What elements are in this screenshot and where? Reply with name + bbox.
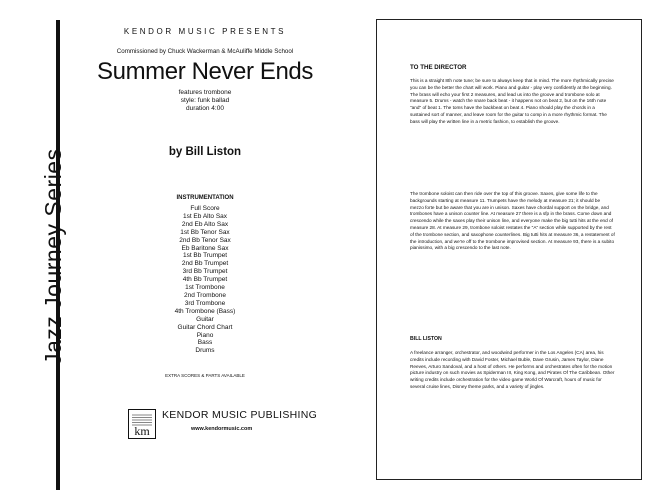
notes-page bbox=[376, 19, 642, 480]
instrument-item: 3rd Bb Trumpet bbox=[182, 268, 228, 276]
instrument-item: Piano bbox=[196, 331, 214, 339]
instrument-item: 3rd Trombone bbox=[184, 299, 226, 307]
kendor-logo-icon bbox=[128, 409, 156, 439]
extra-parts-note: EXTRA SCORES & PARTS AVAILABLE bbox=[165, 373, 245, 378]
logo-lettering: km bbox=[134, 424, 150, 438]
instrument-item: Guitar Chord Chart bbox=[177, 323, 233, 331]
presents-heading: KENDOR MUSIC PRESENTS bbox=[123, 27, 287, 36]
instrument-item: 4th Trombone (Bass) bbox=[174, 307, 236, 315]
duration-line: duration 4:00 bbox=[186, 105, 224, 112]
director-heading: TO THE DIRECTOR bbox=[410, 64, 467, 71]
piece-title: Summer Never Ends bbox=[97, 58, 313, 85]
instrument-item: Eb Baritone Sax bbox=[181, 244, 229, 252]
instrument-item: 1st Eb Alto Sax bbox=[182, 212, 228, 220]
commission-credit: Commissioned by Chuck Wackerman & McAuliffe Middle School bbox=[116, 48, 294, 55]
instrument-item: 1st Bb Tenor Sax bbox=[180, 228, 230, 236]
instrument-item: Guitar bbox=[196, 315, 214, 323]
style-line: style: funk ballad bbox=[180, 97, 230, 104]
instrumentation-heading: INSTRUMENTATION bbox=[176, 195, 234, 201]
instrument-item: 2nd Bb Tenor Sax bbox=[179, 236, 231, 244]
instrument-item: 2nd Eb Alto Sax bbox=[181, 220, 229, 228]
instrument-item: 1st Bb Trumpet bbox=[182, 252, 228, 260]
features-line: features trombone bbox=[178, 89, 232, 96]
bio-paragraph: A freelance arranger, orchestrator, and woodwind performer in the Los Angeles (CA) area, his credits include recording with David Foster, Michael Buble, Dave Grusin, James Taylor, Diane Reeves, Arturo Sandoval, and a host of others. He performs and orchestrates often for the motion picture industry on such movies as Spiderman III, King Kong, and Pirates Of The Caribbean. Other writing credits include orchestration for the video game World Of Warcraft, hours of music for several cruise lines, Disney theme parks, and a variety of jingles. bbox=[410, 350, 615, 389]
instrument-item: 2nd Bb Trumpet bbox=[181, 260, 229, 268]
series-title: Jazz Journey Series bbox=[40, 148, 66, 365]
instrument-item: Bass bbox=[197, 339, 213, 347]
author-credit: by Bill Liston bbox=[168, 146, 242, 158]
publisher-name: KENDOR MUSIC PUBLISHING bbox=[162, 409, 318, 421]
instrument-item: Full Score bbox=[190, 205, 220, 212]
bio-heading: BILL LISTON bbox=[410, 336, 442, 342]
instrument-item: 1st Trombone bbox=[185, 284, 225, 292]
publisher-url: www.kendormusic.com bbox=[191, 426, 253, 432]
director-notes-paragraph-2: The trombone soloist can then ride over the top of this groove. Saxes, give some life to the backgrounds starting at measure 11. Trumpets have the melody at measure 21; it should be mezzo forte but be aware that you are in unison. Saxes have chordal support on the bridge, and trombones have a unison counter line. At measure 27 there is a sfp in the brass. Come down and crescendo while the saxes play their unison line, and everyone make the big tutti hits at the end of measure 28. At measure 29, trombone soloist restates the "A" section while supported by the rest of the trombone section, and saxophone counterlines. Big tutti hits at measure 36, a restatement of the introduction, and we're off to the trombone improvised section. At measure 93, there is a subito pianissimo, with a big crescendo to the last note. bbox=[410, 191, 615, 251]
instrument-item: 2nd Trombone bbox=[184, 291, 226, 299]
instrumentation-list bbox=[60, 205, 350, 355]
instrument-item: Drums bbox=[195, 347, 215, 355]
instrument-item: 4th Bb Trumpet bbox=[182, 276, 228, 284]
director-notes-paragraph-1: This is a straight 8th note tune; be sure to always keep that in mind. The more rhythmically precise you can be the better the chart will work. Piano and guitar - play very confidently at the beginning. The brass will echo your first 2 measures, and lead us into the groove and trombone solo at measure 5. Drums - watch the snare back beat - it happens not on beat 2, but on the 16th note "and" of beat 1. The toms have the backbeat on beat 4. Piano should play the chords in a sustained sort of manner, and leave room for the guitar to comp in a more rhythmic format. The bass will play the written line in a metric fashion, to establish the groove. bbox=[410, 78, 614, 124]
